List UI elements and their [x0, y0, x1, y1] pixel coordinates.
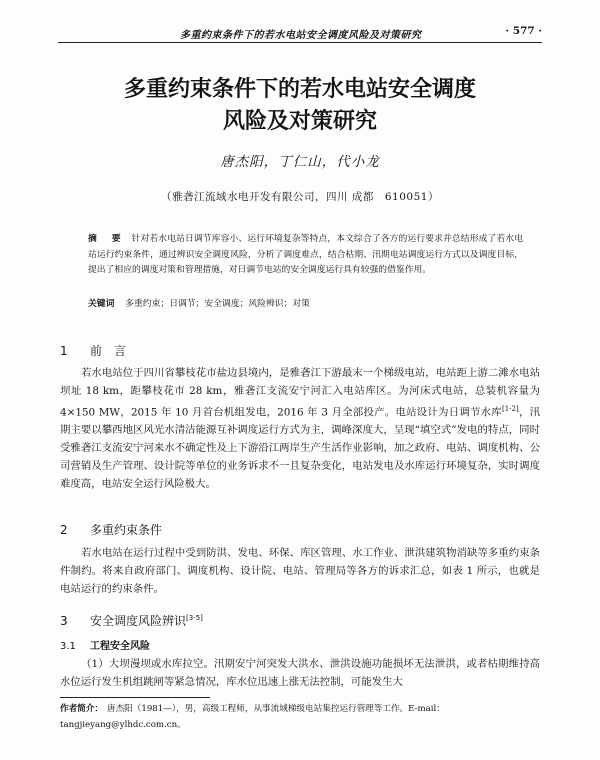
author-footnote [60, 701, 540, 733]
footnote-label: 作者简介： [60, 704, 103, 714]
affiliation: （雅砻江流域水电开发有限公司，四川 成都 610051） [161, 191, 439, 203]
footnote-text: 唐杰阳（1981—），男，高级工程师，从事流域梯级电站集控运行管理等工作。E-mail：tangjieyang@ylhdc.com.cn。 [60, 704, 445, 730]
paragraph-text: 若水电站在运行过程中受到防洪、发电、环保、库区管理、水工作业、泄洪建筑物消缺等多重约束条件制约。将来自政府部门、调度机构、设计院、电站、管理局等各方的诉求汇总，如表 1 所示，也就是电站运行的约束条件。 [60, 547, 540, 595]
keywords-text: 多重约束；日调节；安全调度；风险辨识；对策 [125, 299, 310, 309]
paper-title [0, 74, 600, 138]
paragraph-text: 若水电站位于四川省攀枝花市盐边县境内，是雅砻江下游最末一个梯级电站，电站距上游二滩水电站坝址 18 km，距攀枝花市 28 km，雅砻江支流安宁河汇入电站库区。为河床式电站，总装机容量为 4×150 MW，2015 年 10 月首台机组发电，2016 年 3 月全部投产。电站设计为日调节水库 [60, 367, 540, 419]
footnote-divider [60, 697, 210, 698]
page-number: · 577 · [505, 25, 542, 37]
section-heading-1 [60, 342, 126, 359]
authors: 唐杰阳，丁仁山，代小龙 [220, 154, 380, 170]
citation: [3-5] [186, 614, 203, 622]
section-number: 1 [60, 344, 68, 358]
paragraph-text: （1）大坝漫坝或水库拉空。汛期安宁河突发大洪水、泄洪设施功能损坏无法泄洪，或者枯期维持高水位运行发生机组跳闸等紧急情况，库水位迅速上涨无法控制，可能发生大 [60, 658, 540, 688]
paper-title-line2: 风险及对策研究 [222, 109, 377, 134]
section-number: 2 [60, 523, 68, 537]
paragraph-text-cont: ，汛期主要以攀西地区风光水清洁能源互补调度运行方式为主，调峰深度大，呈现“填空式”发电的特点，同时受雅砻江支流安宁河来水不确定性及上下游沿江两岸生产生活作业影响，加之政府、电站、调度机构、公司营销及生产管理、设计院等单位的业务诉求不一且复杂变化，电站发电及水库运行环境复杂，实时调度难度高，电站安全运行风险极大。 [60, 406, 541, 491]
running-head [58, 22, 542, 43]
keywords [88, 297, 523, 311]
paragraph-constraints [60, 544, 540, 598]
running-head-title: 多重约束条件下的若水电站安全调度风险及对策研究 [180, 30, 422, 41]
section-heading-2 [60, 521, 162, 538]
abstract [88, 232, 523, 279]
section-title: 安全调度风险辨识 [90, 614, 187, 628]
paragraph-introduction [60, 364, 540, 493]
abstract-text: 针对若水电站日调节库容小、运行环境复杂等特点，本文综合了各方的运行要求并总结形成了若水电站运行约束条件，通过辨识安全调度风险，分析了调度难点，结合枯期、汛期电站调度运行方式以及调度目标，提出了相应的调度对策和管理措施，对日调节电站的安全调度运行具有较强的借鉴作用。 [88, 234, 523, 276]
subsection-number: 3.1 [60, 641, 76, 652]
paragraph-engineering-risk [60, 655, 540, 691]
section-number: 3 [60, 614, 68, 628]
subsection-title: 工程安全风险 [90, 641, 150, 652]
subsection-heading-3-1 [60, 637, 150, 652]
section-title: 前 言 [90, 344, 127, 358]
paper-title-line1: 多重约束条件下的若水电站安全调度 [123, 77, 476, 102]
keywords-label: 关键词 [88, 299, 115, 309]
section-heading-3 [60, 612, 203, 629]
abstract-label: 摘 要 [88, 234, 124, 244]
section-title: 多重约束条件 [90, 523, 163, 537]
citation: [1-2] [501, 405, 519, 413]
